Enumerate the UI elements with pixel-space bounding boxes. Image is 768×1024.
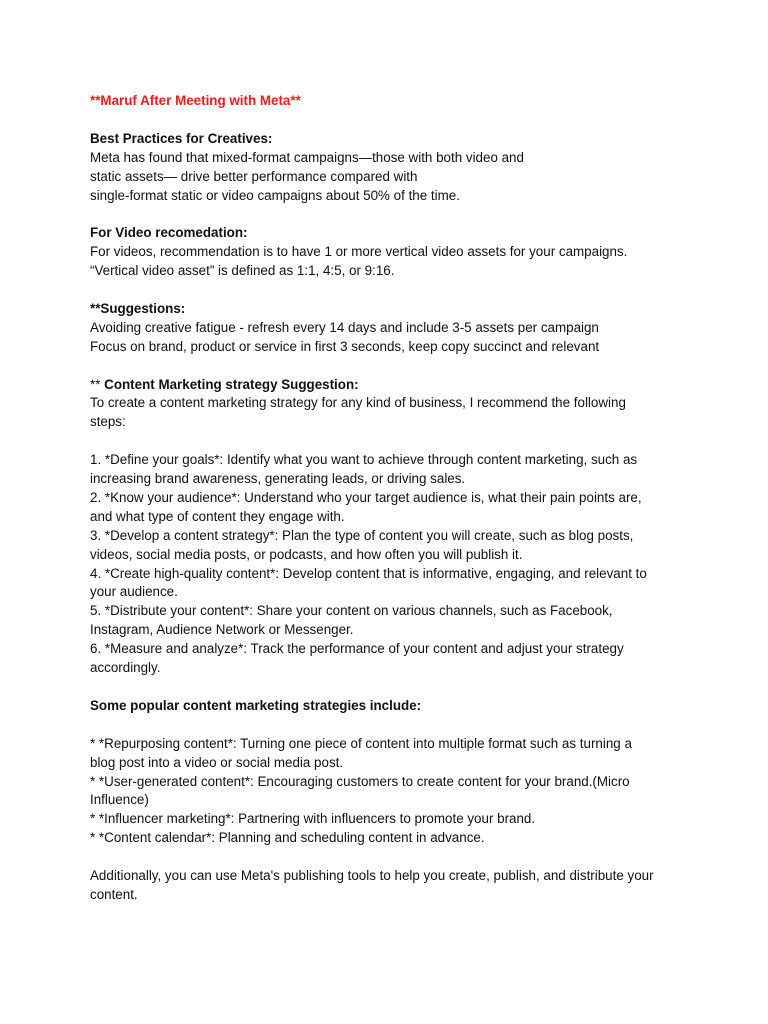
- strategy-step-line: 4. *Create high-quality content*: Develop content that is informative, engaging, and relevant to: [90, 565, 647, 581]
- document-page: [90, 92, 690, 905]
- strategy-heading-line: [90, 376, 690, 395]
- strategy-step-line: accordingly.: [90, 660, 161, 676]
- suggestions-heading: **Suggestions:: [90, 300, 186, 316]
- strategy-step-line: Instagram, Audience Network or Messenger.: [90, 622, 354, 638]
- video-line: For videos, recommendation is to have 1 or more vertical video assets for your campaigns.: [90, 244, 628, 260]
- popular-item-line: blog post into a video or social media post.: [90, 754, 344, 770]
- document-title: **Maruf After Meeting with Meta**: [90, 93, 301, 108]
- suggestions-line: Focus on brand, product or service in first 3 seconds, keep copy succinct and relevant: [90, 338, 600, 354]
- video-line: “Vertical video asset” is defined as 1:1, 4:5, or 9:16.: [90, 263, 395, 279]
- spacer: [90, 848, 690, 867]
- popular-heading: Some popular content marketing strategies include:: [90, 697, 422, 713]
- popular-item-line: * *Repurposing content*: Turning one piece of content into multiple format such as turning a: [90, 735, 632, 751]
- spacer: [90, 205, 690, 224]
- spacer: [90, 357, 690, 376]
- creatives-heading: Best Practices for Creatives:: [90, 130, 273, 146]
- spacer: [90, 678, 690, 697]
- strategy-step-line: 3. *Develop a content strategy*: Plan the type of content you will create, such as blog posts,: [90, 527, 634, 543]
- strategy-step-line: and what type of content they engage with.: [90, 508, 345, 524]
- strategy-step-line: 2. *Know your audience*: Understand who your target audience is, what their pain points are,: [90, 489, 642, 505]
- popular-item-line: * *Influencer marketing*: Partnering with influencers to promote your brand.: [90, 811, 536, 827]
- popular-item-line: Influence): [90, 792, 149, 808]
- strategy-intro-line: steps:: [90, 414, 126, 430]
- popular-item-line: * *Content calendar*: Planning and scheduling content in advance.: [90, 830, 485, 846]
- closing-line: Additionally, you can use Meta's publishing tools to help you create, publish, and distribute your: [90, 868, 654, 884]
- strategy-step-line: 1. *Define your goals*: Identify what you want to achieve through content marketing, such as: [90, 452, 638, 468]
- popular-item-line: * *User-generated content*: Encouraging customers to create content for your brand.(Micro: [90, 773, 630, 789]
- spacer: [90, 111, 690, 130]
- strategy-step-line: videos, social media posts, or podcasts, and how often you will publish it.: [90, 546, 523, 562]
- strategy-heading-prefix: **: [90, 376, 105, 392]
- strategy-step-line: your audience.: [90, 584, 178, 600]
- spacer: [90, 281, 690, 300]
- strategy-heading: Content Marketing strategy Suggestion:: [104, 376, 359, 392]
- closing-line: content.: [90, 886, 138, 902]
- spacer: [90, 432, 690, 451]
- strategy-step-line: increasing brand awareness, generating leads, or driving sales.: [90, 471, 466, 487]
- video-heading: For Video recomedation:: [90, 225, 248, 241]
- spacer: [90, 716, 690, 735]
- creatives-line: Meta has found that mixed-format campaigns—those with both video and: [90, 149, 524, 165]
- creatives-line: single-format static or video campaigns about 50% of the time.: [90, 187, 460, 203]
- suggestions-line: Avoiding creative fatigue - refresh every 14 days and include 3-5 assets per campaign: [90, 319, 599, 335]
- strategy-step-line: 5. *Distribute your content*: Share your content on various channels, such as Facebook,: [90, 603, 613, 619]
- creatives-line: static assets— drive better performance compared with: [90, 168, 418, 184]
- strategy-intro-line: To create a content marketing strategy for any kind of business, I recommend the following: [90, 395, 626, 411]
- strategy-step-line: 6. *Measure and analyze*: Track the performance of your content and adjust your strategy: [90, 641, 624, 657]
